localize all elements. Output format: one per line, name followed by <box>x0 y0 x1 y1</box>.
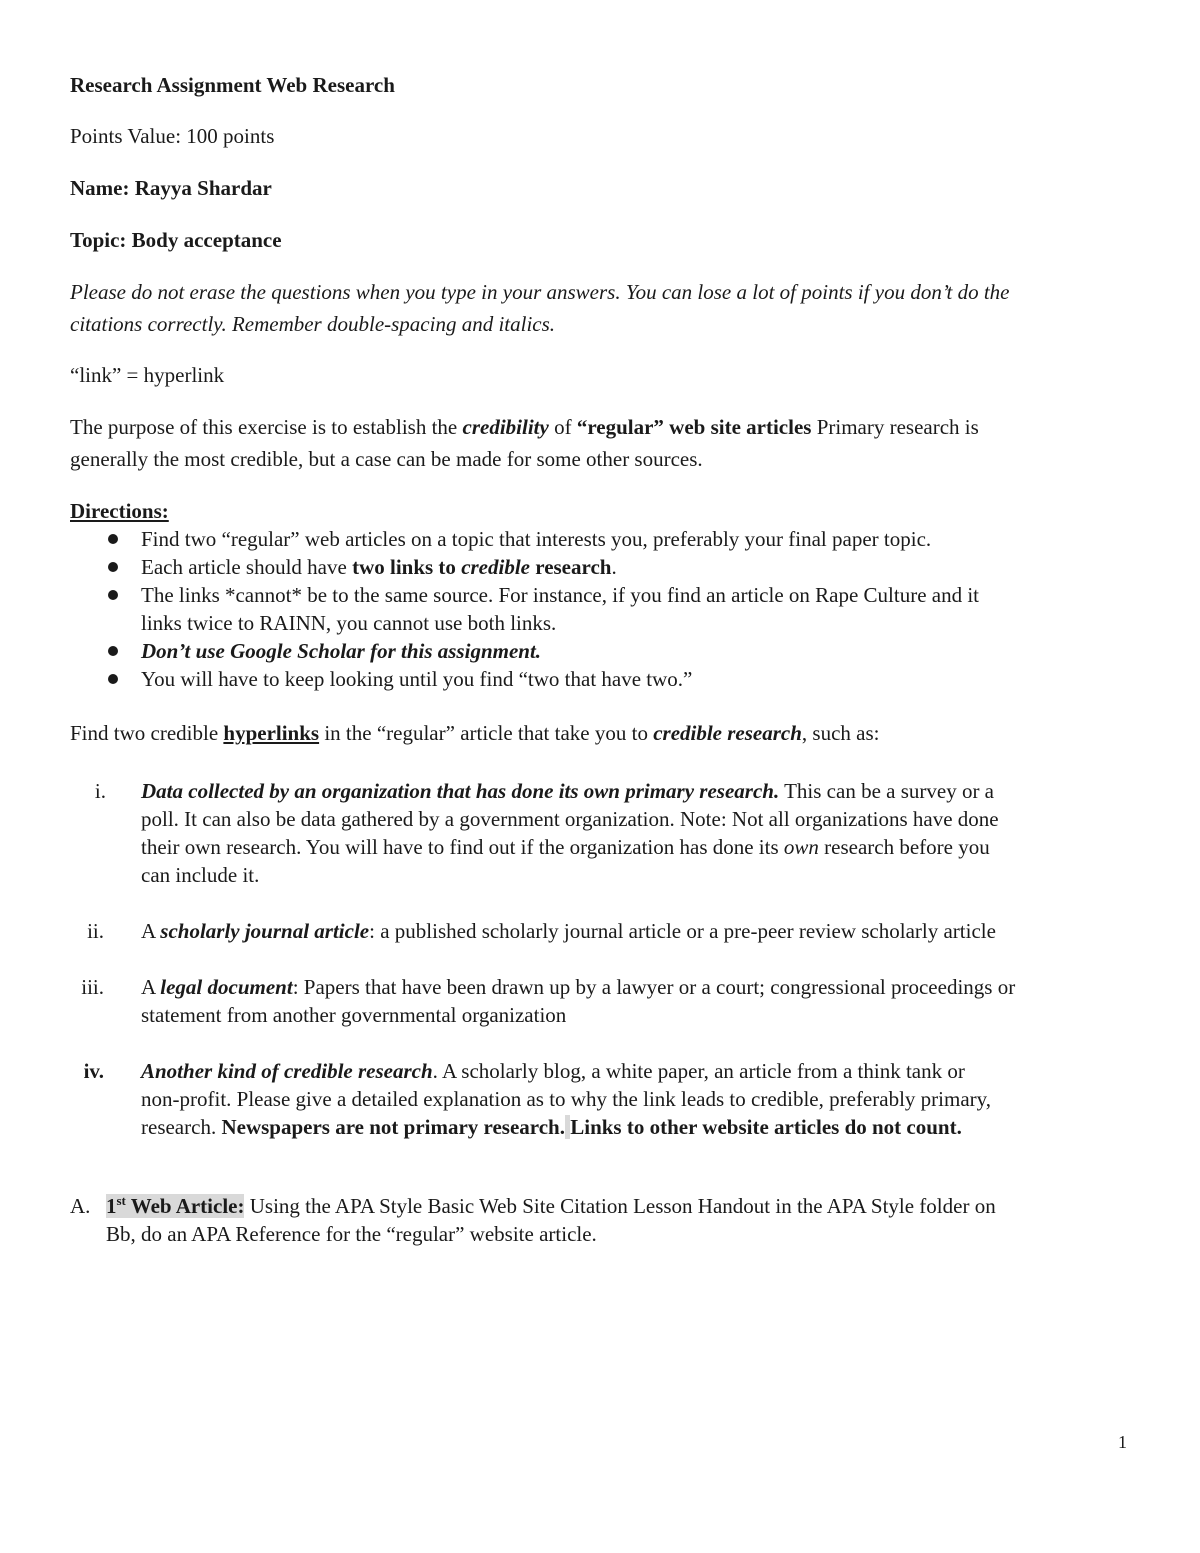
roman-numeral-iii: iii. <box>81 975 104 999</box>
page-number: 1 <box>1118 1432 1127 1452</box>
purpose-line-1 <box>70 414 979 441</box>
instructions-note-line-2: citations correctly. Remember double-spacing and italics. <box>70 312 556 336</box>
bullet-item-4: Don’t use Google Scholar for this assignment. <box>141 639 542 663</box>
roman-numeral-iv: iv. <box>83 1059 104 1083</box>
find-text: Find two credible <box>70 721 224 745</box>
purpose-text: of <box>548 415 577 439</box>
bullet-dot <box>108 590 118 600</box>
purpose-credibility: credibility <box>462 415 549 439</box>
find-text: , such as: <box>801 721 880 745</box>
topic-value: Body acceptance <box>131 228 282 252</box>
instructions-note-line-1: Please do not erase the questions when you type in your answers. You can lose a lot of points if you don’t do the <box>70 280 1010 304</box>
bullet-dot <box>108 534 118 544</box>
roman-item-heading: Data collected by an organization that has done its own primary research. <box>141 779 780 803</box>
roman-item-1-line-1 <box>141 777 994 805</box>
bullet-bold-text: two links to <box>352 555 462 579</box>
roman-item-1-line-3 <box>141 833 990 861</box>
topic-label: Topic: <box>70 228 127 252</box>
purpose-regular-articles: “regular” web site articles <box>576 415 812 439</box>
roman-numeral-i: i. <box>94 779 106 803</box>
name-line <box>70 175 272 202</box>
roman-item-4-line-1 <box>141 1057 965 1085</box>
bullet-text: Each article should have <box>141 555 353 579</box>
name-label: Name: <box>70 176 130 200</box>
roman-item-text: . A scholarly blog, a white paper, an article from a think tank or <box>432 1059 965 1083</box>
section-a-line-2: Bb, do an APA Reference for the “regular” website article. <box>106 1222 597 1246</box>
purpose-text: The purpose of this exercise is to establish the <box>70 415 463 439</box>
roman-item-1-line-2: poll. It can also be data gathered by a government organization. Note: Not all organizations have done <box>141 807 999 831</box>
section-a-text: Using the APA Style Basic Web Site Citation Lesson Handout in the APA Style folder on <box>244 1194 996 1218</box>
points-value: Points Value: 100 points <box>70 124 275 148</box>
find-hyperlinks-line <box>70 720 880 747</box>
roman-item-text: their own research. You will have to find out if the organization has done its <box>141 835 784 859</box>
roman-item-4-line-2: non-profit. Please give a detailed explanation as to why the link leads to credible, preferably primary, <box>141 1087 992 1111</box>
bullet-bold-italic-text: credible <box>461 555 530 579</box>
roman-item-3-line-2: statement from another governmental organization <box>141 1003 567 1027</box>
roman-item-text: research. <box>141 1115 222 1139</box>
bullet-bold-text: research <box>530 555 612 579</box>
roman-numeral-ii: ii. <box>87 919 104 943</box>
find-hyperlinks-word: hyperlinks <box>223 721 320 745</box>
purpose-line-2: generally the most credible, but a case can be made for some other sources. <box>70 447 703 471</box>
bullet-item-5: You will have to keep looking until you find “two that have two.” <box>141 667 693 691</box>
roman-item-heading: Another kind of credible research <box>141 1059 433 1083</box>
find-text: in the “regular” article that take you to <box>319 721 654 745</box>
section-a-label-text: Web Article: <box>125 1194 245 1218</box>
document-title: Research Assignment Web Research <box>70 73 395 97</box>
roman-item-text: This can be a survey or a <box>779 779 995 803</box>
roman-item-text: research before you <box>818 835 990 859</box>
find-credible-research: credible research <box>653 721 802 745</box>
bullet-dot <box>108 674 118 684</box>
roman-item-3-line-1 <box>141 973 1015 1001</box>
section-a-ordinal: 1 <box>106 1194 117 1218</box>
bullet-dot <box>108 562 118 572</box>
roman-item-heading: legal document <box>160 975 293 999</box>
section-a-label <box>106 1194 244 1218</box>
section-letter-a: A. <box>70 1194 91 1218</box>
topic-line <box>70 227 282 254</box>
roman-item-1-line-4: can include it. <box>141 863 260 887</box>
roman-item-bold: Newspapers are not primary research. <box>221 1115 565 1139</box>
directions-heading: Directions: <box>70 499 169 523</box>
bullet-dot <box>108 646 118 656</box>
roman-item-heading: scholarly journal article <box>160 919 370 943</box>
bullet-item-1: Find two “regular” web articles on a topic that interests you, preferably your final paper topic. <box>141 527 932 551</box>
link-definition: “link” = hyperlink <box>70 363 225 387</box>
section-a-ordinal-suffix: st <box>116 1193 126 1208</box>
roman-item-text: : Papers that have been drawn up by a lawyer or a court; congressional proceedings or <box>292 975 1016 999</box>
bullet-item-2 <box>141 553 617 581</box>
purpose-text: Primary research is <box>811 415 979 439</box>
name-value: Rayya Shardar <box>134 176 272 200</box>
roman-item-text: A <box>141 975 161 999</box>
roman-item-4-line-3 <box>141 1113 962 1141</box>
bullet-item-3-line-2: links twice to RAINN, you cannot use both links. <box>141 611 557 635</box>
roman-item-text: A <box>141 919 161 943</box>
roman-item-bold: Links to other website articles do not count. <box>570 1115 962 1139</box>
roman-item-2 <box>141 917 996 945</box>
section-a-line-1 <box>106 1192 996 1220</box>
bullet-item-3-line-1: The links *cannot* be to the same source. For instance, if you find an article on Rape Culture and it <box>141 583 980 607</box>
roman-item-italic: own <box>783 835 819 859</box>
bullet-text: . <box>611 555 617 579</box>
roman-item-text: : a published scholarly journal article or a pre-peer review scholarly article <box>369 919 996 943</box>
